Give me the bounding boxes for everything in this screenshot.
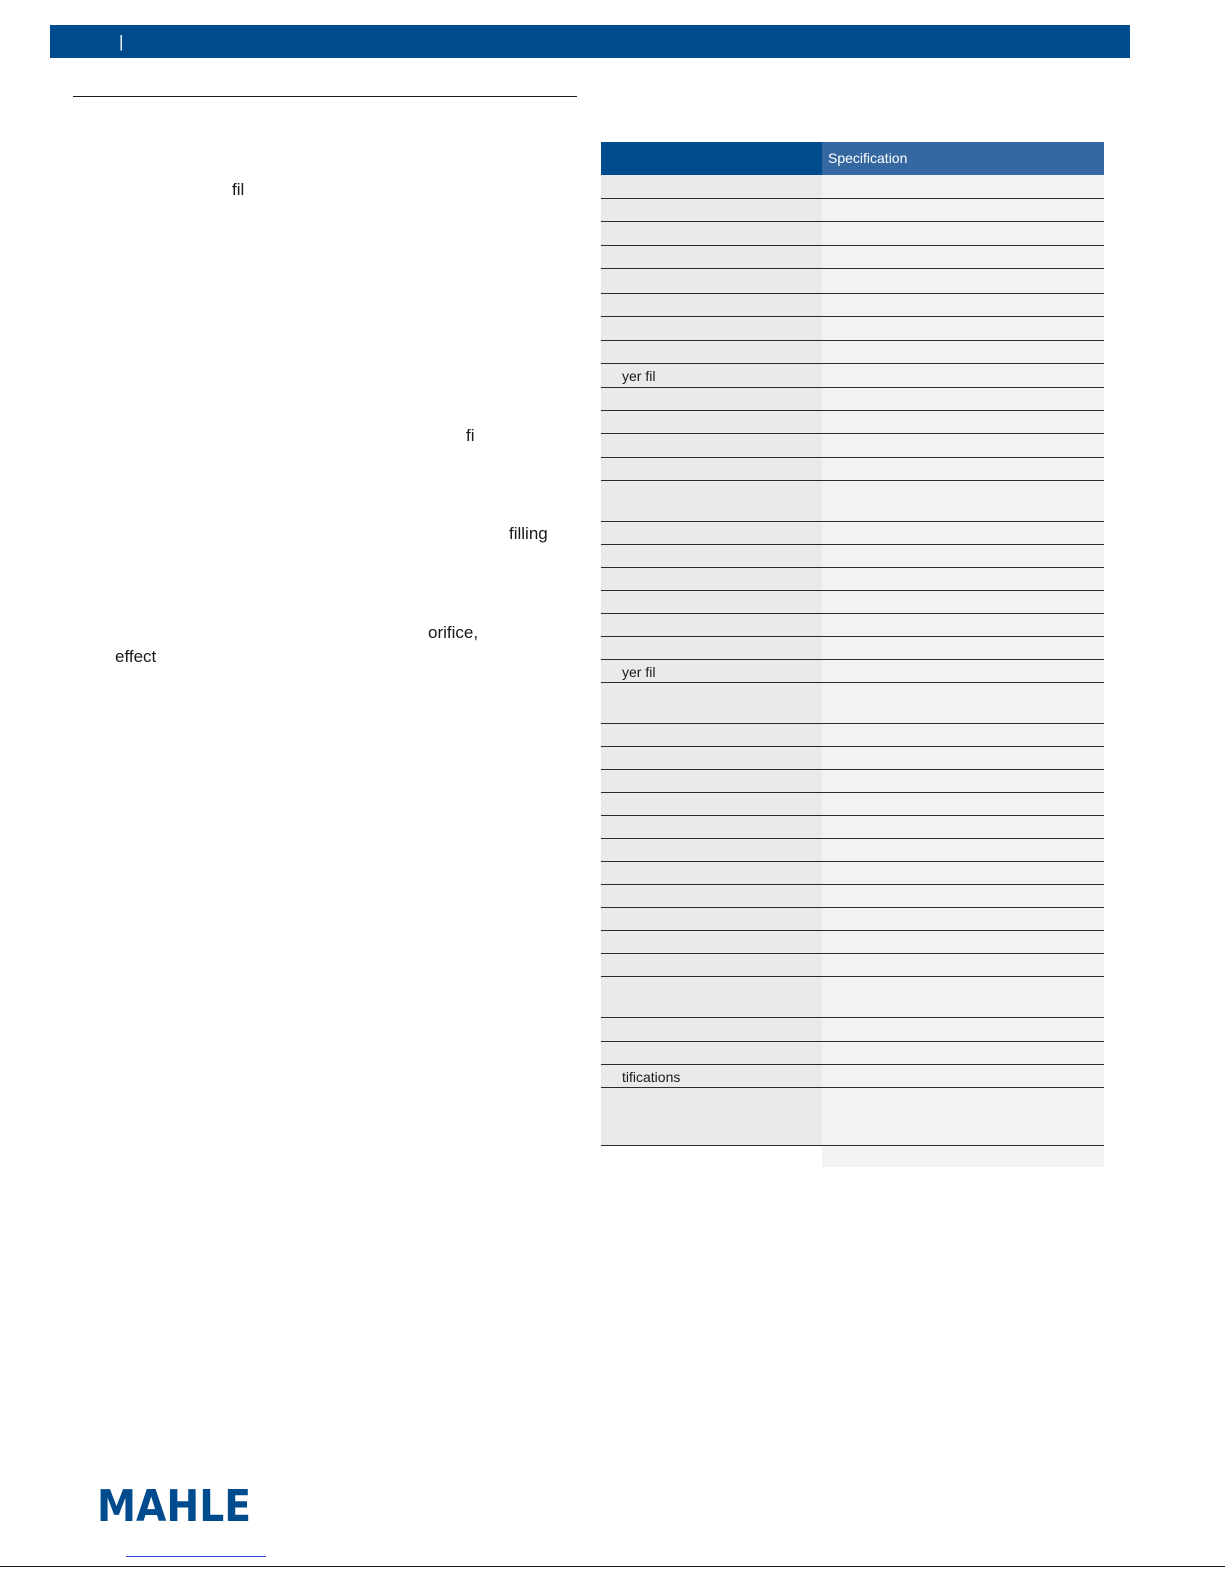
table-row-label bbox=[601, 545, 822, 567]
table-row-label bbox=[601, 614, 822, 636]
table-row-label bbox=[601, 747, 822, 769]
table-row-label bbox=[601, 568, 822, 590]
table-row-value bbox=[822, 545, 1104, 567]
mahle-logo-mark bbox=[97, 1481, 252, 1532]
table-row bbox=[601, 908, 1104, 931]
table-row-value bbox=[822, 747, 1104, 769]
table-row-value bbox=[822, 770, 1104, 792]
table-row-label bbox=[601, 908, 822, 930]
body-text-fragment: orifice, bbox=[428, 623, 479, 642]
table-row-value bbox=[822, 931, 1104, 953]
table-row-label bbox=[601, 816, 822, 838]
table-row-value bbox=[822, 222, 1104, 245]
table-row-label: yer fil bbox=[601, 364, 822, 387]
table-row bbox=[601, 458, 1104, 481]
table-row-label bbox=[601, 977, 822, 1017]
table-header-row bbox=[601, 142, 1104, 175]
table-row bbox=[601, 770, 1104, 793]
table-row-label bbox=[601, 637, 822, 659]
header-separator: | bbox=[119, 32, 124, 51]
table-row bbox=[601, 724, 1104, 747]
table-row-value bbox=[822, 614, 1104, 636]
table-row-label bbox=[601, 388, 822, 410]
table-row-label bbox=[601, 458, 822, 480]
table-row-label bbox=[601, 411, 822, 433]
table-row-value bbox=[822, 388, 1104, 410]
table-row bbox=[601, 341, 1104, 364]
table-row bbox=[601, 175, 1104, 199]
table-row-label bbox=[601, 481, 822, 521]
table-row-label bbox=[601, 317, 822, 340]
table-row-value bbox=[822, 908, 1104, 930]
table-row bbox=[601, 637, 1104, 660]
table-row-label bbox=[601, 175, 822, 198]
table-row-value bbox=[822, 977, 1104, 1017]
table-row bbox=[601, 931, 1104, 954]
table-row bbox=[601, 816, 1104, 839]
page-bottom-rule bbox=[0, 1566, 1225, 1567]
table-row bbox=[601, 793, 1104, 816]
table-row bbox=[601, 545, 1104, 568]
table-row-label bbox=[601, 246, 822, 268]
footer-link-underline[interactable] bbox=[126, 1556, 266, 1557]
table-row-value bbox=[822, 568, 1104, 590]
table-row bbox=[601, 1018, 1104, 1042]
table-row-value bbox=[822, 341, 1104, 363]
table-row-value bbox=[822, 1065, 1104, 1087]
table-row-label bbox=[601, 1018, 822, 1041]
table-row-label bbox=[601, 1088, 822, 1145]
table-row-label bbox=[601, 862, 822, 884]
table-row-label bbox=[601, 222, 822, 245]
mahle-logo bbox=[97, 1481, 252, 1532]
table-row-value bbox=[822, 411, 1104, 433]
table-row-label bbox=[601, 724, 822, 746]
table-row-value bbox=[822, 954, 1104, 976]
table-row-value bbox=[822, 199, 1104, 221]
table-row-value bbox=[822, 793, 1104, 815]
specification-table bbox=[601, 142, 1104, 1167]
table-row bbox=[601, 977, 1104, 1018]
table-row bbox=[601, 885, 1104, 908]
table-row bbox=[601, 222, 1104, 246]
table-row bbox=[601, 246, 1104, 269]
table-row-label bbox=[601, 885, 822, 907]
table-row-value bbox=[822, 364, 1104, 387]
table-row-label bbox=[601, 341, 822, 363]
table-row-label bbox=[601, 434, 822, 457]
table-row-label bbox=[601, 199, 822, 221]
table-row-label bbox=[601, 839, 822, 861]
table-row bbox=[601, 522, 1104, 545]
table-row bbox=[601, 591, 1104, 614]
table-row-label: yer fil bbox=[601, 660, 822, 682]
table-row bbox=[601, 1065, 1104, 1088]
table-row-value bbox=[822, 885, 1104, 907]
table-row-value bbox=[822, 269, 1104, 293]
table-row bbox=[601, 388, 1104, 411]
table-row bbox=[601, 294, 1104, 317]
mahle-logo-text: MAHLE bbox=[97, 1481, 251, 1532]
table-row bbox=[601, 1042, 1104, 1065]
table-row bbox=[601, 568, 1104, 591]
table-row bbox=[601, 747, 1104, 770]
table-row bbox=[601, 614, 1104, 637]
table-row-label bbox=[601, 1042, 822, 1064]
table-row-value bbox=[822, 724, 1104, 746]
table-row-label: tifications bbox=[601, 1065, 822, 1087]
table-row-value bbox=[822, 637, 1104, 659]
table-row bbox=[601, 364, 1104, 388]
table-header-specification: Specification bbox=[822, 142, 1104, 175]
table-row-value bbox=[822, 862, 1104, 884]
body-text-fragment: effect bbox=[115, 647, 157, 666]
table-row bbox=[601, 1088, 1104, 1146]
table-row-value bbox=[822, 1042, 1104, 1064]
table-row-label bbox=[601, 522, 822, 544]
table-row-value bbox=[822, 522, 1104, 544]
table-row-value bbox=[822, 481, 1104, 521]
table-row-value bbox=[822, 591, 1104, 613]
table-row bbox=[601, 199, 1104, 222]
table-row bbox=[601, 317, 1104, 341]
table-row-label bbox=[601, 793, 822, 815]
table-row bbox=[601, 481, 1104, 522]
body-text-fragment: filling bbox=[509, 524, 548, 543]
table-row-value bbox=[822, 660, 1104, 682]
table-row-value bbox=[822, 317, 1104, 340]
table-row-value bbox=[822, 839, 1104, 861]
table-row-value bbox=[822, 294, 1104, 316]
body-text-fragment: fil bbox=[232, 180, 245, 199]
table-footer-row bbox=[601, 1146, 1104, 1167]
table-row bbox=[601, 269, 1104, 294]
table-row bbox=[601, 683, 1104, 724]
table-row bbox=[601, 434, 1104, 458]
table-row-value bbox=[822, 1018, 1104, 1041]
table-row-value bbox=[822, 683, 1104, 723]
table-row-value bbox=[822, 816, 1104, 838]
table-row-label bbox=[601, 931, 822, 953]
table-row-label bbox=[601, 954, 822, 976]
table-row-label bbox=[601, 770, 822, 792]
section-rule bbox=[73, 96, 577, 97]
table-row-label bbox=[601, 683, 822, 723]
table-row-value bbox=[822, 434, 1104, 457]
table-row bbox=[601, 954, 1104, 977]
table-row-label bbox=[601, 294, 822, 316]
table-row-value bbox=[822, 175, 1104, 198]
table-row-label bbox=[601, 269, 822, 293]
table-row bbox=[601, 862, 1104, 885]
table-row-value bbox=[822, 246, 1104, 268]
table-row bbox=[601, 660, 1104, 683]
header-bar bbox=[50, 25, 1130, 58]
body-text-fragment: fi bbox=[466, 426, 475, 445]
table-row bbox=[601, 411, 1104, 434]
table-row-label bbox=[601, 591, 822, 613]
table-row bbox=[601, 839, 1104, 862]
table-row-value bbox=[822, 1088, 1104, 1145]
table-row-value bbox=[822, 458, 1104, 480]
table-header-label-cell bbox=[601, 142, 822, 175]
